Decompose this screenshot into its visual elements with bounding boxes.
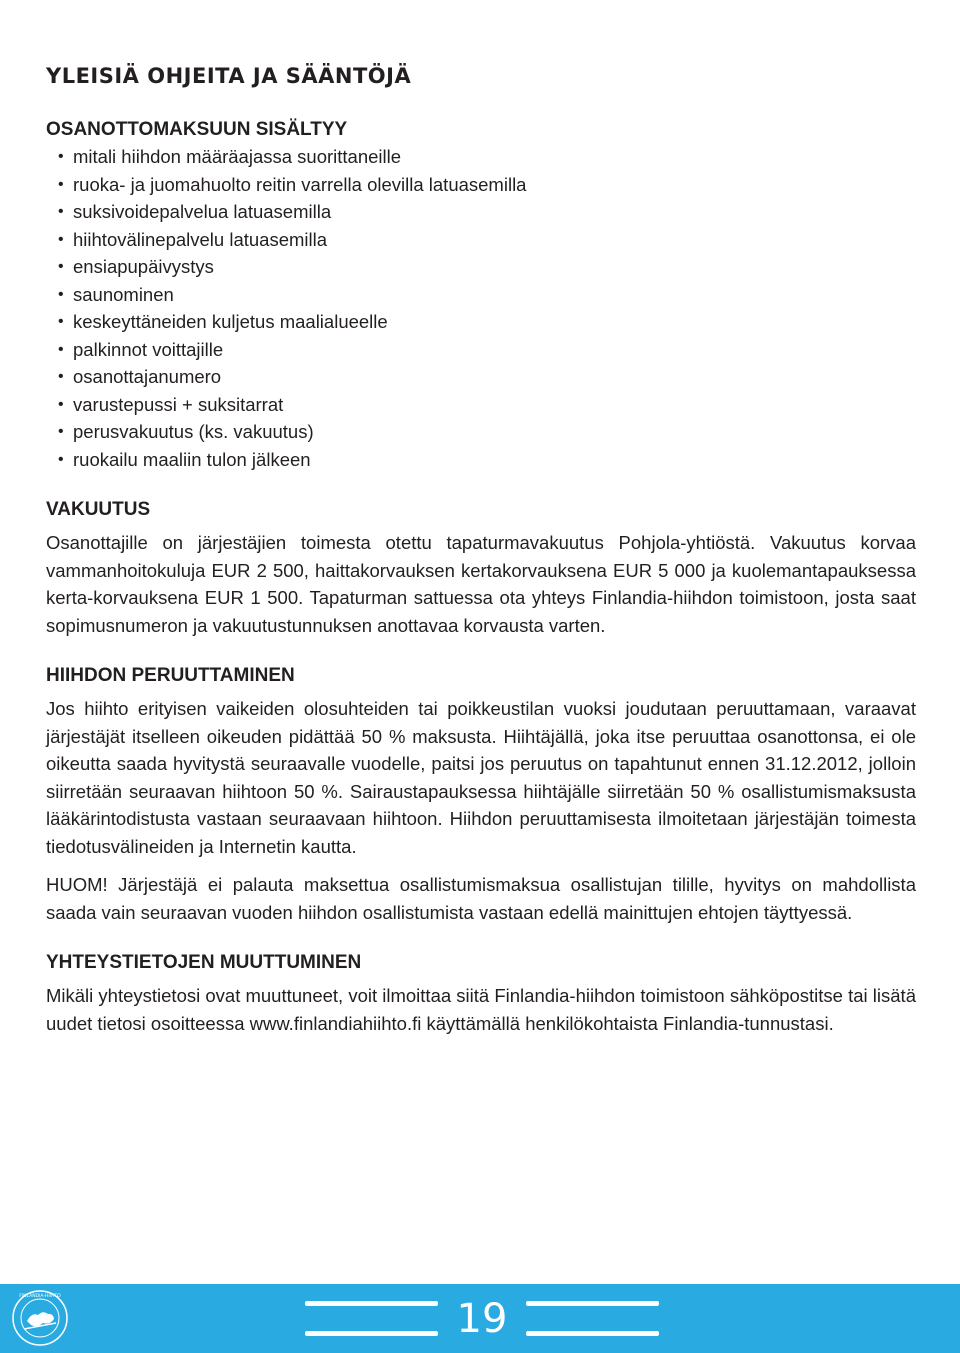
contact-section xyxy=(46,950,916,1037)
page-content xyxy=(46,60,916,1037)
list-item: • suksivoidepalvelua latuasemilla xyxy=(58,198,916,226)
bullet-icon: • xyxy=(58,203,64,220)
insurance-heading: VAKUUTUS xyxy=(46,499,151,520)
bullet-icon: • xyxy=(58,258,64,275)
footer-line-right xyxy=(526,1331,659,1336)
list-item: • mitali hiihdon määräajassa suorittaneille xyxy=(58,143,916,171)
cancellation-note: HUOM! Järjestäjä ei palauta maksettua osallistumismaksua osallistujan tilille, hyvitys on mahdollista saada vain seuraavan vuoden hiihdon osallistumista vastaan edellä mainittujen ehtojen täyttyessä. xyxy=(46,874,916,923)
page-title: YLEISIÄ OHJEITA JA SÄÄNTÖJÄ xyxy=(46,64,412,88)
cancellation-heading: HIIHDON PERUUTTAMINEN xyxy=(46,665,295,686)
list-item: • keskeyttäneiden kuljetus maalialueelle xyxy=(58,308,916,336)
footer-line-left xyxy=(305,1301,438,1306)
bullet-icon: • xyxy=(58,175,64,193)
bullet-icon: • xyxy=(58,313,64,330)
list-item: • ruoka- ja juomahuolto reitin varrella olevilla latuasemilla xyxy=(58,171,916,199)
insurance-text: Osanottajille on järjestäjien toimesta otettu tapaturmavakuutus Pohjola-yhtiöstä. Vakuutus korvaa vammanhoitokuluja EUR 2 500, haittakorvauksen kertakorvauksena EUR 5 000 ja kuolemantapauksessa kerta-korvauksena EUR 1 500. Tapaturman sattuessa ota yhteys Finlandia-hiihdon toimistoon, josta saat sopimusnumeron ja vakuutustunnuksen anottavaa korvausta varten. xyxy=(46,532,916,636)
cancellation-section xyxy=(46,663,916,926)
contact-text: Mikäli yhteystietosi ovat muuttuneet, voit ilmoittaa siitä Finlandia-hiihdon toimistoon sähköpostitse tai lisätä uudet tietosi osoitteessa www.finlandiahiihto.fi käyttämällä henkilökohtaista Finlandia-tunnustasi. xyxy=(46,985,916,1034)
bullet-icon: • xyxy=(58,285,64,303)
footer-line-left xyxy=(305,1331,438,1336)
included-heading: OSANOTTOMAKSUUN SISÄLTYY xyxy=(46,119,348,140)
bullet-icon: • xyxy=(58,368,64,385)
list-item: • perusvakuutus (ks. vakuutus) xyxy=(58,418,916,446)
included-section xyxy=(46,117,916,473)
page-footer xyxy=(0,1284,960,1353)
cancellation-text: Jos hiihto erityisen vaikeiden olosuhteiden tai poikkeustilan vuoksi joudutaan peruuttamaan, varaavat järjestäjät itselleen oikeuden pidättää 50 % maksusta. Hiihtäjällä, joka itse peruuttaa osanottonsa, ei ole oikeutta saada hyvitystä seuraavalle vuodelle, paitsi jos peruutus on tapahtunut ennen 31.12.2012, jolloin siirretään seuraavan hiihtoon 50 %. Sairaustapauksessa hiihtäjälle siirretään 50 % osallistumismaksusta lääkärintodistusta vastaan seuraavaan hiihtoon. Hiihdon peruuttamisesta ilmoitetaan järjestäjän toimesta tiedotusvälineiden ja Internetin kautta. xyxy=(46,698,916,857)
bullet-icon: • xyxy=(58,423,64,440)
bullet-icon: • xyxy=(58,148,64,165)
list-item: • varustepussi + suksitarrat xyxy=(58,391,916,419)
list-item: • palkinnot voittajille xyxy=(58,336,916,364)
list-item: • hiihtovälinepalvelu latuasemilla xyxy=(58,226,916,254)
finlandia-logo-icon xyxy=(10,1288,70,1348)
bullet-icon: • xyxy=(58,340,64,358)
bullet-icon: • xyxy=(58,395,64,413)
contact-heading: YHTEYSTIETOJEN MUUTTUMINEN xyxy=(46,952,362,973)
list-item: • ruokailu maaliin tulon jälkeen xyxy=(58,446,916,474)
insurance-section xyxy=(46,497,916,639)
bullet-icon: • xyxy=(58,230,64,248)
footer-line-right xyxy=(526,1301,659,1306)
list-item: • osanottajanumero xyxy=(58,363,916,391)
included-list xyxy=(46,143,916,473)
page-number: 19 xyxy=(456,1296,508,1342)
bullet-icon: • xyxy=(58,450,64,468)
list-item: • ensiapupäivystys xyxy=(58,253,916,281)
logo-text: FINLANDIA-HIIHTO xyxy=(19,1294,61,1299)
list-item: • saunominen xyxy=(58,281,916,309)
